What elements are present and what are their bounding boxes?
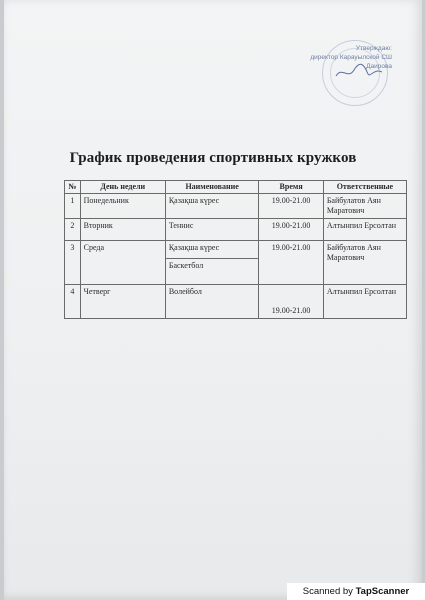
table-row	[65, 219, 407, 241]
cell-responsible: Байбулатов Аян Маратович	[323, 194, 406, 219]
cell-number: 2	[65, 219, 81, 241]
approval-line-1: Утверждаю:	[355, 45, 392, 52]
watermark-brand: TapScanner	[355, 586, 410, 597]
cell-time: 19.00-21.00	[259, 285, 323, 319]
cell-name: Қазақша күрес	[165, 241, 259, 259]
header-day: День недели	[80, 181, 165, 194]
scanner-watermark	[287, 583, 425, 600]
cell-name: Волейбол	[165, 285, 259, 319]
cell-day: Понедельник	[80, 194, 165, 219]
header-responsible: Ответственные	[323, 181, 406, 194]
cell-name: Қазақша күрес	[165, 194, 259, 219]
header-time: Время	[259, 181, 323, 194]
table-row	[65, 241, 407, 259]
cell-number: 1	[65, 194, 81, 219]
cell-time: 19.00-21.00	[259, 194, 323, 219]
document-page	[4, 0, 422, 600]
table-row	[65, 285, 407, 319]
table-row	[65, 194, 407, 219]
table-header-row	[65, 181, 407, 194]
cell-time: 19.00-21.00	[259, 219, 323, 241]
document-title: График проведения спортивных кружков	[69, 150, 357, 166]
header-number: №	[65, 181, 81, 194]
cell-responsible: Байбулатов Аян Маратович	[323, 241, 406, 285]
schedule-table	[64, 180, 407, 319]
cell-time: 19.00-21.00	[259, 241, 323, 285]
cell-day: Среда	[80, 241, 165, 285]
approval-line-3: Даирова	[366, 63, 392, 70]
cell-number: 4	[65, 285, 81, 319]
watermark-prefix: Scanned by	[302, 586, 356, 597]
header-name: Наименование	[165, 181, 259, 194]
cell-responsible: Алтынпил Ерсолтан	[323, 219, 406, 241]
cell-number: 3	[65, 241, 81, 285]
approval-block	[310, 44, 392, 71]
cell-responsible: Алтынпил Ерсолтан	[323, 285, 406, 319]
cell-day: Вторник	[80, 219, 165, 241]
cell-name-second: Баскетбол	[165, 259, 259, 285]
approval-line-2: директор Карауылской СШ	[310, 54, 392, 61]
cell-day: Четверг	[80, 285, 165, 319]
cell-name: Теннис	[165, 219, 259, 241]
